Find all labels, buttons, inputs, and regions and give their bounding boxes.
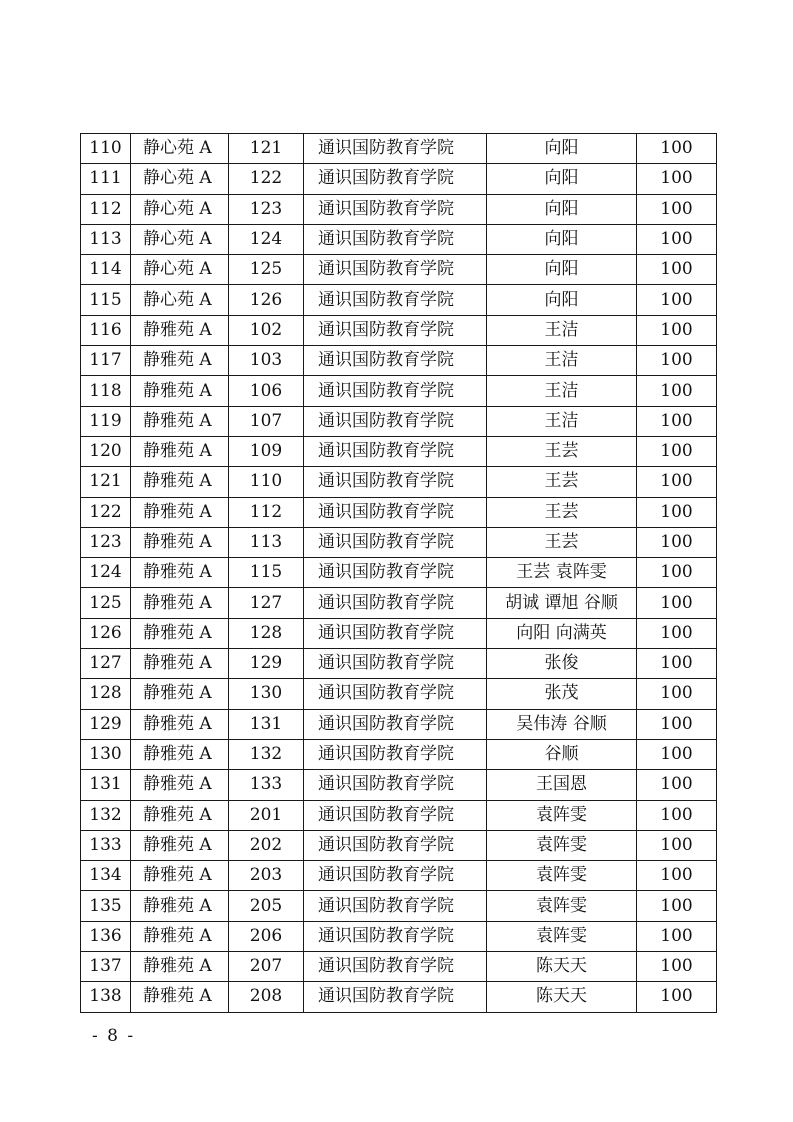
table-row bbox=[81, 830, 717, 860]
cell-staff: 王洁 bbox=[487, 376, 637, 406]
cell-number: 127 bbox=[81, 649, 131, 679]
table-row bbox=[81, 618, 717, 648]
cell-college: 通识国防教育学院 bbox=[304, 376, 487, 406]
table-row bbox=[81, 952, 717, 982]
cell-college: 通识国防教育学院 bbox=[304, 830, 487, 860]
table-row bbox=[81, 164, 717, 194]
cell-score: 100 bbox=[637, 709, 717, 739]
cell-number: 129 bbox=[81, 709, 131, 739]
table-row bbox=[81, 285, 717, 315]
cell-number: 123 bbox=[81, 527, 131, 557]
cell-room: 102 bbox=[229, 315, 304, 345]
cell-building: 静雅苑 A bbox=[131, 618, 229, 648]
cell-building: 静雅苑 A bbox=[131, 467, 229, 497]
cell-college: 通识国防教育学院 bbox=[304, 709, 487, 739]
cell-building: 静雅苑 A bbox=[131, 952, 229, 982]
cell-score: 100 bbox=[637, 406, 717, 436]
cell-number: 111 bbox=[81, 164, 131, 194]
cell-room: 126 bbox=[229, 285, 304, 315]
cell-building: 静心苑 A bbox=[131, 194, 229, 224]
cell-room: 103 bbox=[229, 346, 304, 376]
cell-building: 静雅苑 A bbox=[131, 861, 229, 891]
cell-score: 100 bbox=[637, 891, 717, 921]
cell-staff: 陈天天 bbox=[487, 982, 637, 1012]
cell-college: 通识国防教育学院 bbox=[304, 739, 487, 769]
cell-staff: 向阳 bbox=[487, 285, 637, 315]
cell-staff: 张俊 bbox=[487, 649, 637, 679]
cell-staff: 陈天天 bbox=[487, 952, 637, 982]
table-row bbox=[81, 770, 717, 800]
cell-college: 通识国防教育学院 bbox=[304, 467, 487, 497]
cell-staff: 王芸 bbox=[487, 527, 637, 557]
cell-staff: 张茂 bbox=[487, 679, 637, 709]
cell-score: 100 bbox=[637, 739, 717, 769]
cell-building: 静雅苑 A bbox=[131, 739, 229, 769]
cell-staff: 向阳 bbox=[487, 164, 637, 194]
cell-building: 静雅苑 A bbox=[131, 649, 229, 679]
cell-building: 静雅苑 A bbox=[131, 679, 229, 709]
cell-staff: 袁阵雯 bbox=[487, 921, 637, 951]
cell-score: 100 bbox=[637, 830, 717, 860]
dormitory-score-table bbox=[80, 133, 717, 1013]
cell-building: 静雅苑 A bbox=[131, 982, 229, 1012]
cell-score: 100 bbox=[637, 134, 717, 164]
cell-staff: 王芸 袁阵雯 bbox=[487, 558, 637, 588]
table-row bbox=[81, 315, 717, 345]
cell-number: 133 bbox=[81, 830, 131, 860]
cell-score: 100 bbox=[637, 285, 717, 315]
cell-room: 131 bbox=[229, 709, 304, 739]
cell-score: 100 bbox=[637, 588, 717, 618]
cell-staff: 王芸 bbox=[487, 467, 637, 497]
cell-room: 132 bbox=[229, 739, 304, 769]
cell-building: 静心苑 A bbox=[131, 285, 229, 315]
cell-score: 100 bbox=[637, 436, 717, 466]
table-row bbox=[81, 406, 717, 436]
cell-score: 100 bbox=[637, 618, 717, 648]
cell-staff: 王芸 bbox=[487, 497, 637, 527]
cell-room: 107 bbox=[229, 406, 304, 436]
cell-score: 100 bbox=[637, 770, 717, 800]
cell-college: 通识国防教育学院 bbox=[304, 315, 487, 345]
table-row bbox=[81, 467, 717, 497]
table-row bbox=[81, 679, 717, 709]
cell-college: 通识国防教育学院 bbox=[304, 679, 487, 709]
cell-college: 通识国防教育学院 bbox=[304, 921, 487, 951]
cell-room: 129 bbox=[229, 649, 304, 679]
cell-staff: 王洁 bbox=[487, 346, 637, 376]
cell-room: 125 bbox=[229, 255, 304, 285]
cell-score: 100 bbox=[637, 921, 717, 951]
cell-building: 静心苑 A bbox=[131, 224, 229, 254]
cell-staff: 袁阵雯 bbox=[487, 861, 637, 891]
table-row bbox=[81, 376, 717, 406]
cell-building: 静雅苑 A bbox=[131, 770, 229, 800]
cell-room: 205 bbox=[229, 891, 304, 921]
cell-number: 121 bbox=[81, 467, 131, 497]
cell-college: 通识国防教育学院 bbox=[304, 527, 487, 557]
cell-room: 133 bbox=[229, 770, 304, 800]
page-number: - 8 - bbox=[92, 1026, 136, 1046]
cell-room: 110 bbox=[229, 467, 304, 497]
cell-score: 100 bbox=[637, 800, 717, 830]
cell-number: 115 bbox=[81, 285, 131, 315]
cell-number: 126 bbox=[81, 618, 131, 648]
cell-staff: 向阳 bbox=[487, 255, 637, 285]
cell-room: 106 bbox=[229, 376, 304, 406]
cell-room: 121 bbox=[229, 134, 304, 164]
cell-score: 100 bbox=[637, 497, 717, 527]
cell-room: 130 bbox=[229, 679, 304, 709]
cell-number: 112 bbox=[81, 194, 131, 224]
cell-room: 109 bbox=[229, 436, 304, 466]
cell-score: 100 bbox=[637, 861, 717, 891]
cell-building: 静雅苑 A bbox=[131, 588, 229, 618]
cell-score: 100 bbox=[637, 164, 717, 194]
cell-staff: 胡诚 谭旭 谷顺 bbox=[487, 588, 637, 618]
table-row bbox=[81, 194, 717, 224]
cell-score: 100 bbox=[637, 315, 717, 345]
cell-college: 通识国防教育学院 bbox=[304, 497, 487, 527]
cell-score: 100 bbox=[637, 194, 717, 224]
cell-number: 130 bbox=[81, 739, 131, 769]
cell-number: 128 bbox=[81, 679, 131, 709]
cell-building: 静雅苑 A bbox=[131, 921, 229, 951]
table-row bbox=[81, 921, 717, 951]
cell-number: 125 bbox=[81, 588, 131, 618]
cell-room: 207 bbox=[229, 952, 304, 982]
cell-staff: 吴伟涛 谷顺 bbox=[487, 709, 637, 739]
cell-score: 100 bbox=[637, 376, 717, 406]
table-row bbox=[81, 861, 717, 891]
cell-number: 134 bbox=[81, 861, 131, 891]
cell-score: 100 bbox=[637, 558, 717, 588]
cell-staff: 向阳 bbox=[487, 224, 637, 254]
cell-building: 静雅苑 A bbox=[131, 436, 229, 466]
cell-number: 124 bbox=[81, 558, 131, 588]
cell-college: 通识国防教育学院 bbox=[304, 952, 487, 982]
cell-building: 静心苑 A bbox=[131, 164, 229, 194]
cell-staff: 谷顺 bbox=[487, 739, 637, 769]
cell-college: 通识国防教育学院 bbox=[304, 224, 487, 254]
cell-building: 静心苑 A bbox=[131, 134, 229, 164]
cell-building: 静雅苑 A bbox=[131, 800, 229, 830]
cell-college: 通识国防教育学院 bbox=[304, 194, 487, 224]
cell-score: 100 bbox=[637, 952, 717, 982]
cell-building: 静雅苑 A bbox=[131, 830, 229, 860]
cell-room: 112 bbox=[229, 497, 304, 527]
cell-building: 静雅苑 A bbox=[131, 709, 229, 739]
table-row bbox=[81, 891, 717, 921]
cell-score: 100 bbox=[637, 467, 717, 497]
cell-score: 100 bbox=[637, 527, 717, 557]
table-body bbox=[81, 134, 717, 1013]
cell-number: 116 bbox=[81, 315, 131, 345]
cell-room: 208 bbox=[229, 982, 304, 1012]
cell-building: 静雅苑 A bbox=[131, 346, 229, 376]
cell-number: 131 bbox=[81, 770, 131, 800]
cell-room: 201 bbox=[229, 800, 304, 830]
cell-number: 120 bbox=[81, 436, 131, 466]
cell-college: 通识国防教育学院 bbox=[304, 770, 487, 800]
table-row bbox=[81, 800, 717, 830]
cell-college: 通识国防教育学院 bbox=[304, 255, 487, 285]
cell-room: 203 bbox=[229, 861, 304, 891]
table-row bbox=[81, 709, 717, 739]
cell-number: 132 bbox=[81, 800, 131, 830]
cell-number: 122 bbox=[81, 497, 131, 527]
cell-number: 118 bbox=[81, 376, 131, 406]
table-row bbox=[81, 739, 717, 769]
cell-staff: 袁阵雯 bbox=[487, 830, 637, 860]
cell-college: 通识国防教育学院 bbox=[304, 861, 487, 891]
cell-number: 114 bbox=[81, 255, 131, 285]
cell-staff: 袁阵雯 bbox=[487, 891, 637, 921]
table-row bbox=[81, 436, 717, 466]
cell-college: 通识国防教育学院 bbox=[304, 558, 487, 588]
cell-college: 通识国防教育学院 bbox=[304, 436, 487, 466]
table-row bbox=[81, 649, 717, 679]
cell-room: 122 bbox=[229, 164, 304, 194]
cell-building: 静雅苑 A bbox=[131, 558, 229, 588]
cell-college: 通识国防教育学院 bbox=[304, 649, 487, 679]
cell-college: 通识国防教育学院 bbox=[304, 346, 487, 376]
table-row bbox=[81, 527, 717, 557]
cell-college: 通识国防教育学院 bbox=[304, 164, 487, 194]
cell-college: 通识国防教育学院 bbox=[304, 285, 487, 315]
cell-building: 静心苑 A bbox=[131, 255, 229, 285]
cell-number: 110 bbox=[81, 134, 131, 164]
cell-building: 静雅苑 A bbox=[131, 497, 229, 527]
table-row bbox=[81, 497, 717, 527]
table-row bbox=[81, 255, 717, 285]
cell-room: 202 bbox=[229, 830, 304, 860]
cell-staff: 向阳 bbox=[487, 134, 637, 164]
cell-staff: 向阳 向满英 bbox=[487, 618, 637, 648]
cell-staff: 王洁 bbox=[487, 406, 637, 436]
cell-staff: 王国恩 bbox=[487, 770, 637, 800]
cell-room: 123 bbox=[229, 194, 304, 224]
cell-room: 115 bbox=[229, 558, 304, 588]
cell-score: 100 bbox=[637, 224, 717, 254]
cell-score: 100 bbox=[637, 649, 717, 679]
cell-number: 138 bbox=[81, 982, 131, 1012]
cell-college: 通识国防教育学院 bbox=[304, 891, 487, 921]
cell-staff: 向阳 bbox=[487, 194, 637, 224]
table-row bbox=[81, 224, 717, 254]
cell-score: 100 bbox=[637, 255, 717, 285]
cell-number: 119 bbox=[81, 406, 131, 436]
cell-building: 静雅苑 A bbox=[131, 406, 229, 436]
cell-room: 127 bbox=[229, 588, 304, 618]
cell-college: 通识国防教育学院 bbox=[304, 618, 487, 648]
cell-building: 静雅苑 A bbox=[131, 891, 229, 921]
cell-staff: 王洁 bbox=[487, 315, 637, 345]
cell-room: 124 bbox=[229, 224, 304, 254]
cell-score: 100 bbox=[637, 982, 717, 1012]
cell-college: 通识国防教育学院 bbox=[304, 406, 487, 436]
cell-building: 静雅苑 A bbox=[131, 376, 229, 406]
cell-room: 128 bbox=[229, 618, 304, 648]
cell-number: 135 bbox=[81, 891, 131, 921]
cell-room: 113 bbox=[229, 527, 304, 557]
cell-number: 113 bbox=[81, 224, 131, 254]
cell-staff: 袁阵雯 bbox=[487, 800, 637, 830]
cell-number: 117 bbox=[81, 346, 131, 376]
cell-score: 100 bbox=[637, 346, 717, 376]
cell-building: 静雅苑 A bbox=[131, 315, 229, 345]
table-row bbox=[81, 134, 717, 164]
cell-staff: 王芸 bbox=[487, 436, 637, 466]
cell-room: 206 bbox=[229, 921, 304, 951]
table-row bbox=[81, 588, 717, 618]
cell-college: 通识国防教育学院 bbox=[304, 982, 487, 1012]
cell-college: 通识国防教育学院 bbox=[304, 588, 487, 618]
cell-number: 136 bbox=[81, 921, 131, 951]
cell-number: 137 bbox=[81, 952, 131, 982]
table-row bbox=[81, 558, 717, 588]
cell-college: 通识国防教育学院 bbox=[304, 134, 487, 164]
cell-score: 100 bbox=[637, 679, 717, 709]
cell-college: 通识国防教育学院 bbox=[304, 800, 487, 830]
table-row bbox=[81, 346, 717, 376]
cell-building: 静雅苑 A bbox=[131, 527, 229, 557]
table-row bbox=[81, 982, 717, 1012]
